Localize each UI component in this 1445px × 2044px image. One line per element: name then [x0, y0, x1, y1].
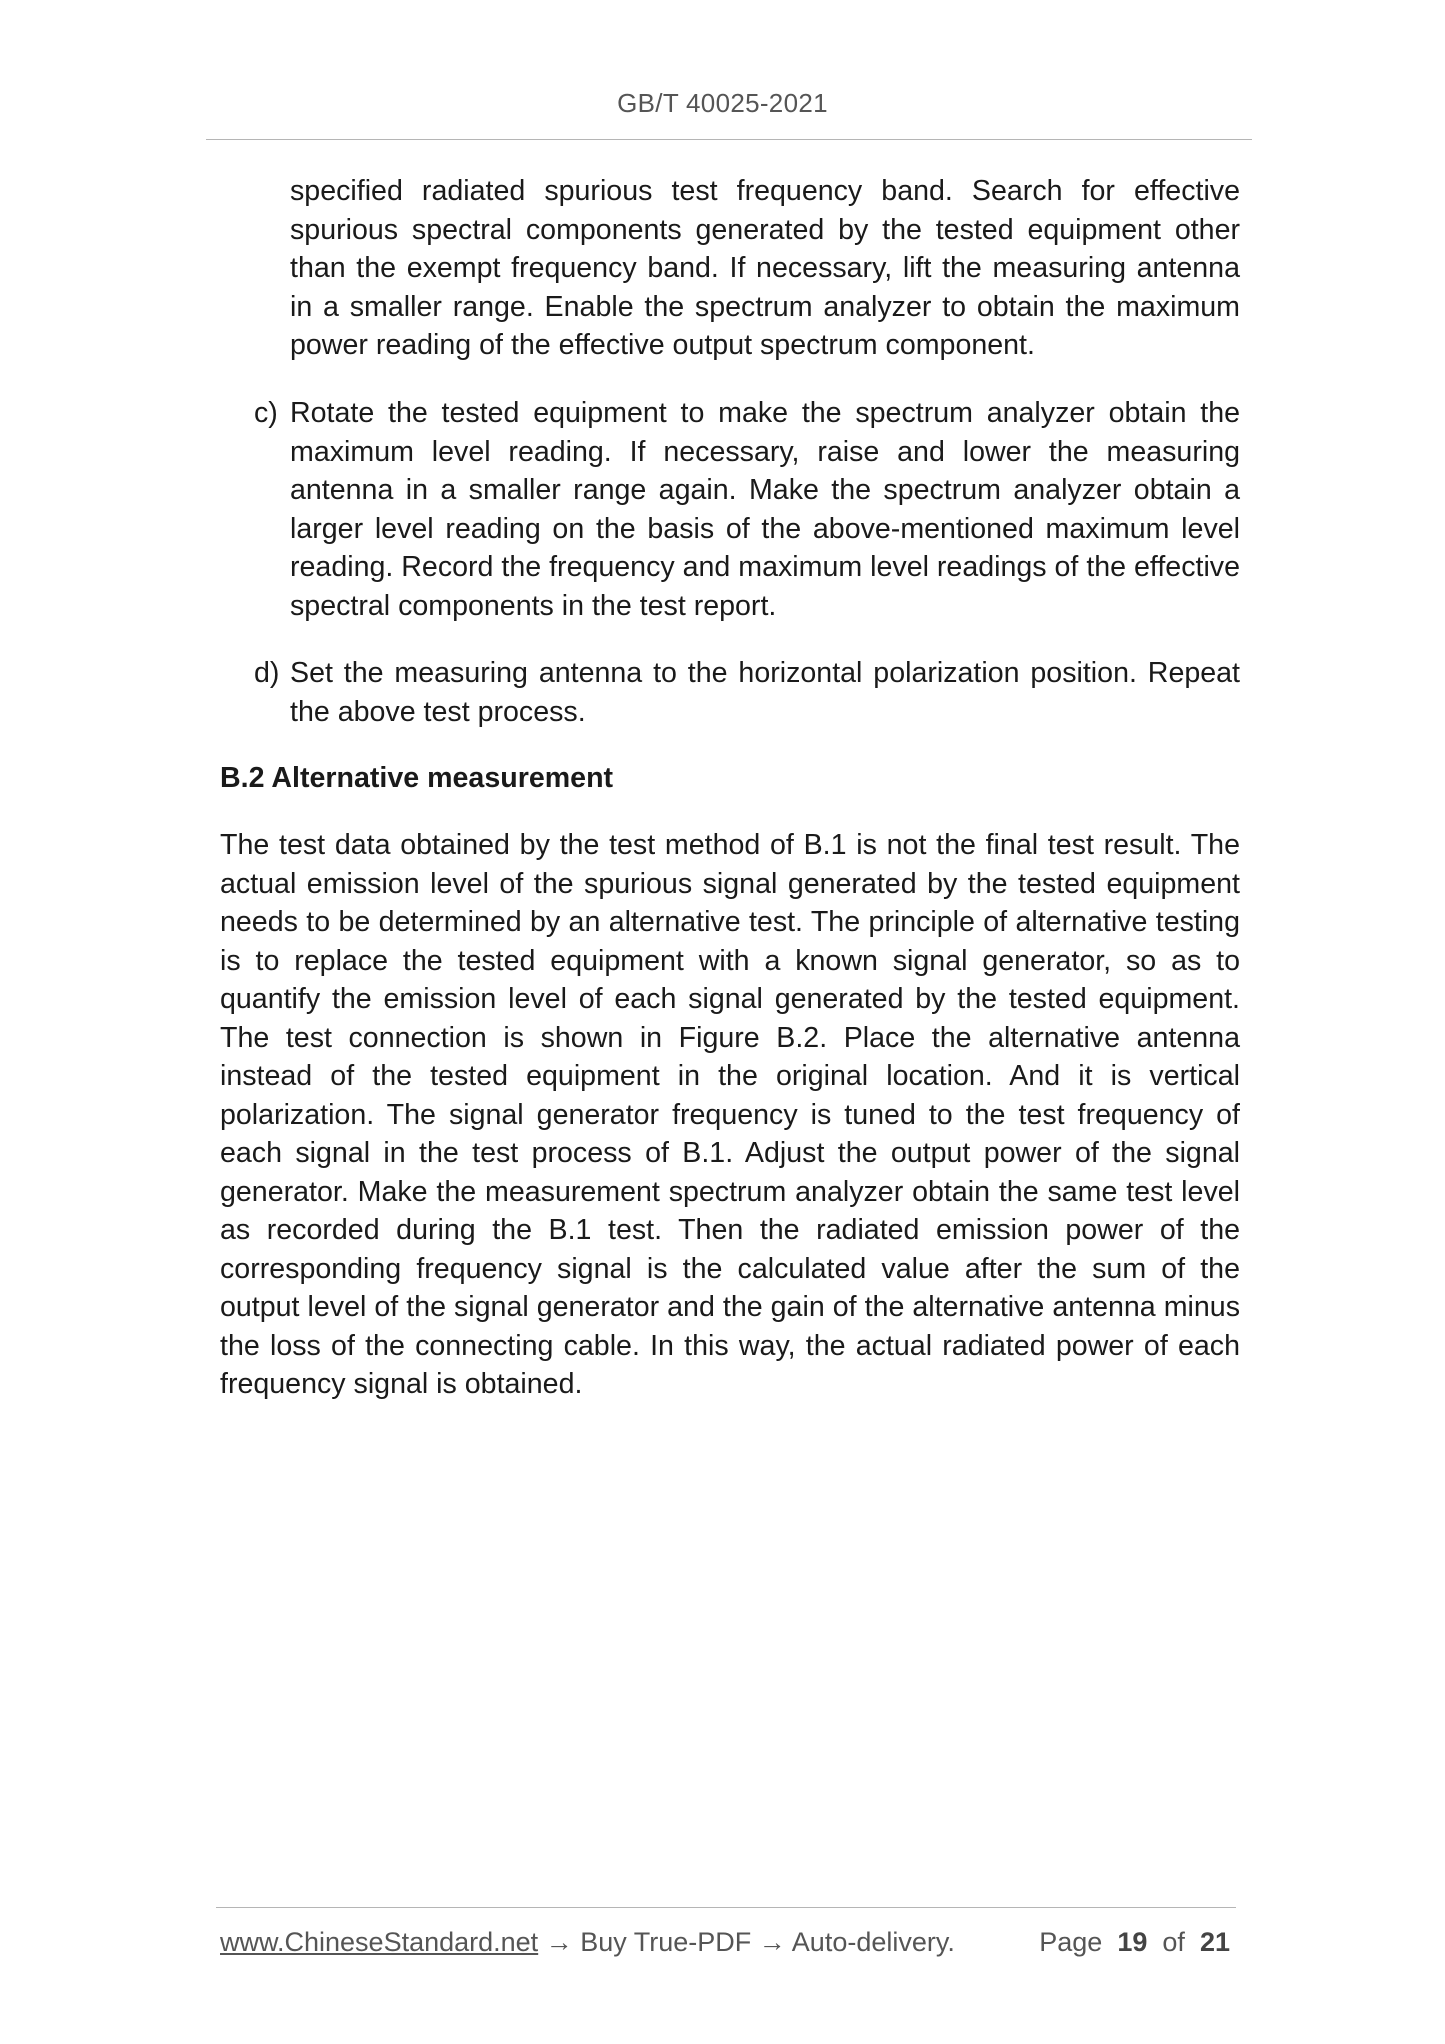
- page-of-label: of: [1162, 1927, 1185, 1957]
- arrow-right-icon: →: [545, 1927, 573, 1957]
- page-indicator: [1039, 1927, 1230, 1958]
- list-marker-d: d): [254, 657, 280, 689]
- section-heading-b2: B.2 Alternative measurement: [220, 762, 614, 794]
- footer-promo: [220, 1927, 955, 1958]
- continuation-paragraph: specified radiated spurious test frequency band. Search for effective spurious spectral components generated by the tested equipment other than the exempt frequency band. If necessary, lift the measuring antenna in a smaller range. Enable the spectrum analyzer to obtain the maximum power reading of the effective output spectrum component.: [290, 175, 1240, 361]
- section-b2-paragraph: The test data obtained by the test method of B.1 is not the final test result. The actual emission level of the spurious signal generated by the tested equipment needs to be determined by an alternative test. The principle of alternative testing is to replace the tested equipment with a known signal generator, so as to quantify the emission level of each signal generated by the tested equipment. The test connection is shown in Figure B.2. Place the alternative antenna instead of the tested equipment in the original location. And it is vertical polarization. The signal generator frequency is tuned to the test frequency of each signal in the test process of B.1. Adjust the output power of the signal generator. Make the measurement spectrum analyzer obtain the same test level as recorded during the B.1 test. Then the radiated emission power of the corresponding frequency signal is the calculated value after the sum of the output level of the signal generator and the gain of the alternative antenna minus the loss of the connecting cable. In this way, the actual radiated power of each frequency signal is obtained.: [220, 829, 1240, 1400]
- header-divider: [206, 139, 1252, 140]
- page-current: 19: [1117, 1927, 1148, 1957]
- list-marker-c: c): [254, 397, 278, 429]
- footer-step-delivery: Auto-delivery.: [791, 1927, 955, 1957]
- list-text-c: Rotate the tested equipment to make the spectrum analyzer obtain the maximum level reading. If necessary, raise and lower the measuring antenna in a smaller range again. Make the spectrum analyzer obtain a larger level reading on the basis of the above-mentioned maximum level reading. Record the frequency and maximum level readings of the effective spectral components in the test report.: [290, 397, 1240, 622]
- page-total: 21: [1199, 1927, 1230, 1957]
- footer-step-buy: Buy True-PDF: [580, 1927, 752, 1957]
- list-text-d: Set the measuring antenna to the horizontal polarization position. Repeat the above test process.: [290, 657, 1240, 728]
- arrow-right-icon: →: [758, 1927, 786, 1957]
- footer-divider: [216, 1907, 1236, 1908]
- website-link[interactable]: www.ChineseStandard.net: [220, 1927, 539, 1957]
- page-label: Page: [1039, 1927, 1103, 1957]
- document-id-header: GB/T 40025-2021: [617, 88, 828, 118]
